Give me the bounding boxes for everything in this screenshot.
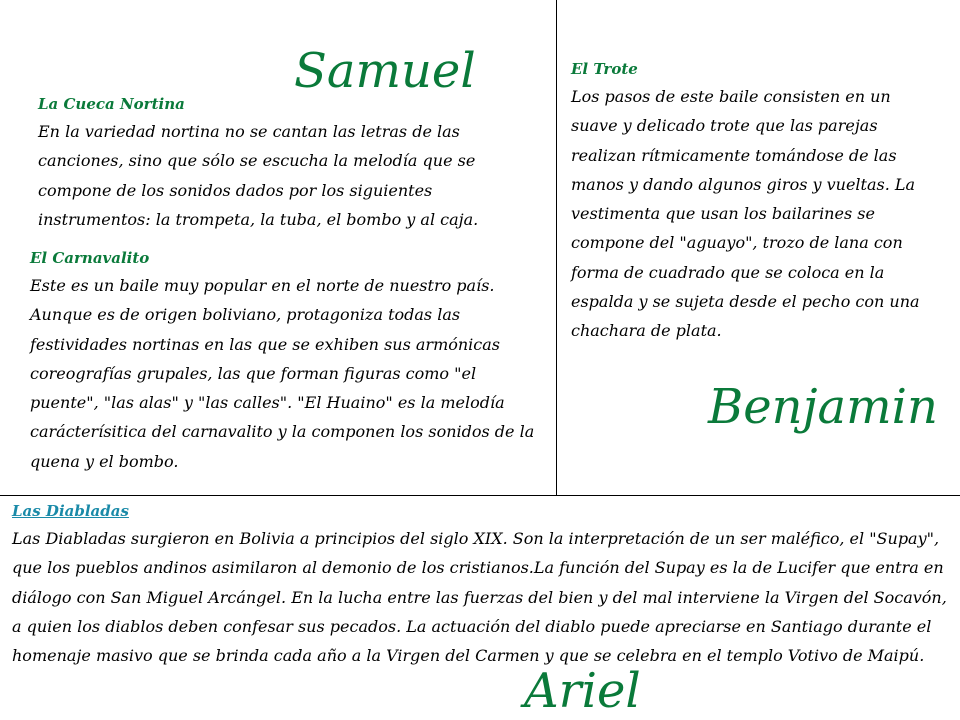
section-title: El Carnavalito — [30, 249, 150, 267]
section-title: El Trote — [571, 60, 638, 78]
section-title-link[interactable]: Las Diabladas — [12, 502, 129, 520]
section-diabladas — [12, 498, 952, 670]
section-cueca-nortina — [38, 91, 518, 234]
horizontal-divider — [0, 495, 960, 496]
name-ariel: Ariel — [524, 663, 641, 719]
section-carnavalito — [30, 245, 540, 476]
section-el-trote — [571, 56, 941, 346]
name-benjamin: Benjamin — [708, 379, 938, 435]
section-text: Las Diabladas surgieron en Bolivia a principios del siglo XIX. Son la interpretación de un ser maléfico, el "Supay", que los pueblos andinos asimilaron al demonio de los cristianos.La función del Supay es la de Lucifer que entra en diálogo con San Miguel Arcángel. En la lucha entre las fuerzas del bien y del mal interviene la Virgen del Socavón, a quien los diablos deben confesar sus pecados. La actuación del diablo puede apreciarse en Santiago durante el homenaje masivo que se brinda cada año a la Virgen del Carmen y que se celebra en el templo Votivo de Maipú. — [12, 529, 947, 666]
section-text: Los pasos de este baile consisten en un suave y delicado trote que las parejas realizan rítmicamente tomándose de las manos y dando algunos giros y vueltas. La vestimenta que usan los bailarines se compone del "aguayo", trozo de lana con forma de cuadrado que se coloca en la espalda y se sujeta desde el pecho con una chachara de plata. — [571, 87, 920, 341]
section-text: Este es un baile muy popular en el norte de nuestro país. Aunque es de origen boliviano, protagoniza todas las festividades nortinas en las que se exhiben sus armónicas coreografías grupales, las que forman figuras como "el puente", "las alas" y "las calles". "El Huaino" es la melodía carácterísitica del carnavalito y la componen los sonidos de la quena y el bombo. — [30, 276, 535, 471]
vertical-divider — [556, 0, 557, 495]
section-title: La Cueca Nortina — [38, 95, 185, 113]
section-text: En la variedad nortina no se cantan las letras de las canciones, sino que sólo se escucha la melodía que se compone de los sonidos dados por los siguientes instrumentos: la trompeta, la tuba, el bombo y al caja. — [38, 122, 479, 229]
name-samuel: Samuel — [294, 43, 476, 99]
